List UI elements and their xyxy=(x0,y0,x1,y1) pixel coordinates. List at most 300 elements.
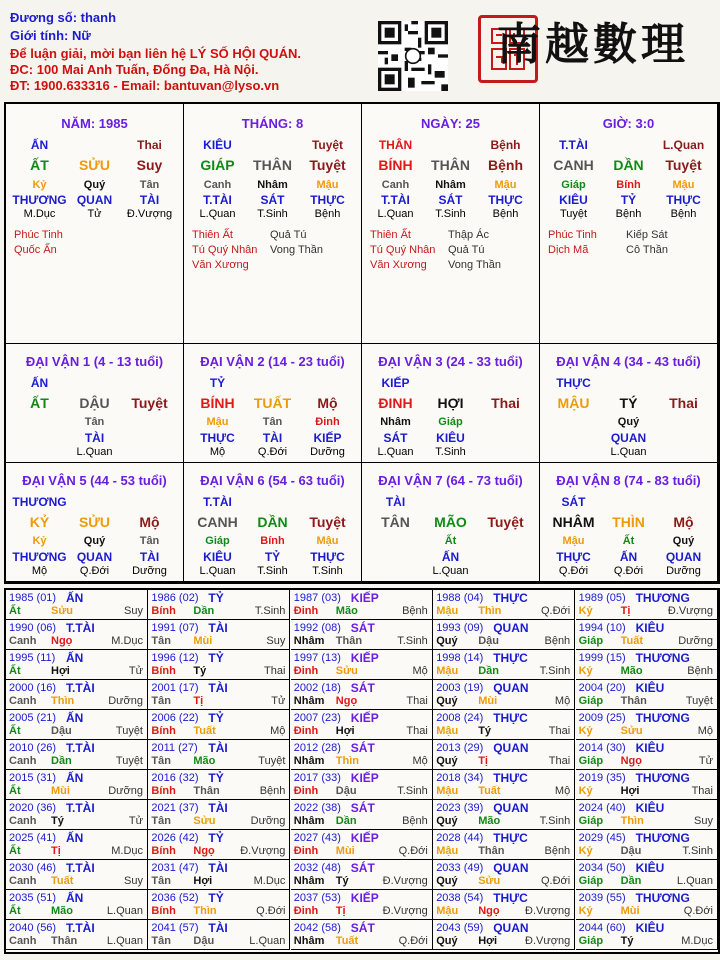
earthly-branch: Dần xyxy=(478,665,499,677)
earthly-branch: Thìn xyxy=(335,755,360,767)
earthly-branch: Tị xyxy=(335,905,346,917)
pillar-r2-item: TÝ xyxy=(619,395,638,411)
pillar-r2-row xyxy=(190,514,355,530)
life-stage: Tuyệt xyxy=(258,755,286,767)
year-label: 2012 (28) xyxy=(293,742,341,754)
year-cell xyxy=(433,590,575,620)
pillar-r1-row xyxy=(368,138,533,152)
ten-god-label: ẤN xyxy=(66,651,84,665)
year-label: 2039 (55) xyxy=(578,892,626,904)
earthly-branch: Sửu xyxy=(335,665,358,677)
pillar-r4-item: THỰC xyxy=(200,431,235,445)
heavenly-stem: Quý xyxy=(436,635,458,647)
pillar-r4-item: THỰC xyxy=(310,550,345,564)
ten-god-label: SÁT xyxy=(350,921,375,935)
ten-god-label: THỰC xyxy=(493,771,528,785)
pillar-r4-item: QUAN xyxy=(76,193,113,207)
year-cell xyxy=(291,920,433,950)
pillar-r2-item: TUẤT xyxy=(253,395,292,411)
year-label: 2002 (18) xyxy=(293,682,341,694)
pillar-r2-item: Tuyệt xyxy=(309,157,346,173)
ten-god-label: KIÊU xyxy=(635,801,665,815)
heavenly-stem: Ất xyxy=(9,665,21,677)
pillar-r1-row xyxy=(546,495,711,509)
pillar-r3-item: Bính xyxy=(260,535,285,547)
pillar-r2-item: ĐINH xyxy=(378,395,413,411)
year-cell xyxy=(576,770,718,800)
life-stage: Q.Đới xyxy=(540,875,571,887)
year-cell xyxy=(148,740,290,770)
earthly-branch: Tý xyxy=(51,815,64,827)
year-label: 1987 (03) xyxy=(293,592,341,604)
pillar-r3-item: Bính xyxy=(616,179,641,191)
heavenly-stem: Canh xyxy=(9,755,37,767)
life-stage: Q.Đới xyxy=(256,905,286,917)
heavenly-stem: Ất xyxy=(9,845,21,857)
life-stage: Tử xyxy=(128,815,143,827)
pillar-r1-item: Thai xyxy=(137,138,162,152)
earthly-branch: Hợi xyxy=(620,785,640,797)
earthly-branch: Sửu xyxy=(620,725,643,737)
year-cell xyxy=(6,920,148,950)
heavenly-stem: Quý xyxy=(436,695,458,707)
pillar-r1-item: THỰC xyxy=(556,376,591,390)
pillar-r4-item: QUAN xyxy=(665,550,702,564)
life-stage: Bệnh xyxy=(402,605,428,617)
pillar-r5-row xyxy=(12,446,177,458)
year-cell xyxy=(576,650,718,680)
pillar-r2-row xyxy=(368,395,533,411)
pillar-r2-item: ẤT xyxy=(30,395,49,411)
dai-van-title: ĐẠI VẬN 4 (34 - 43 tuổi) xyxy=(556,354,701,369)
pillar-r5-item xyxy=(546,446,601,458)
pillar-r2-row xyxy=(546,395,711,411)
earthly-branch: Dậu xyxy=(193,935,215,947)
pillar-r4-item: TÀI xyxy=(139,550,160,564)
heavenly-stem: Nhâm xyxy=(293,755,325,767)
pillar-r3-row xyxy=(190,179,355,191)
year-label: 2017 (33) xyxy=(293,772,341,784)
ten-god-label: QUAN xyxy=(493,921,529,935)
pillar-r4-item: THỰC xyxy=(310,193,345,207)
year-label: 2028 (44) xyxy=(436,832,484,844)
year-cell xyxy=(148,920,290,950)
year-cell xyxy=(433,860,575,890)
heavenly-stem: Tân xyxy=(151,695,171,707)
pillar-r1-item xyxy=(122,495,177,509)
pillar-r1-item xyxy=(245,376,300,390)
pillar-r1-item: T.TÀI xyxy=(559,138,588,152)
consult-note: Để luận giải, mời bạn liên hệ LÝ SỐ HỘI QUÁN. xyxy=(10,46,301,61)
year-cell xyxy=(6,860,148,890)
heavenly-stem: Kỷ xyxy=(578,725,593,737)
earthly-branch: Hợi xyxy=(335,725,355,737)
ten-god-label: KIÊU xyxy=(635,621,665,635)
year-label: 1990 (06) xyxy=(9,622,57,634)
dai-van-cell xyxy=(540,344,718,463)
pillar-r4-item: KIÊU xyxy=(559,193,588,207)
pillar-r3-item: Giáp xyxy=(561,179,586,191)
pillar-r4-row xyxy=(368,193,533,207)
pillar-r4-item: THƯƠNG xyxy=(12,550,67,564)
year-label: 2001 (17) xyxy=(151,682,199,694)
year-label: 2043 (59) xyxy=(436,922,484,934)
life-stage: Đ.Vượng xyxy=(382,875,428,887)
heavenly-stem: Đinh xyxy=(293,905,319,917)
pillar-r4-item: TÀI xyxy=(139,193,160,207)
shensha-item xyxy=(92,243,170,258)
pillar-r2-row xyxy=(190,157,355,173)
year-label: 1986 (02) xyxy=(151,592,199,604)
brand-title: 南越數理 xyxy=(497,19,689,70)
shensha-item: Quốc Ấn xyxy=(14,244,57,256)
shensha-item: Phúc Tinh xyxy=(14,229,63,241)
year-cell xyxy=(433,740,575,770)
life-stage: Mộ xyxy=(554,785,571,797)
heavenly-stem: Tân xyxy=(151,935,171,947)
earthly-branch: Mão xyxy=(335,605,358,617)
year-cell xyxy=(576,740,718,770)
pillar-r3-row xyxy=(368,535,533,547)
pillar-r1-item: ẤN xyxy=(30,376,49,390)
pillar-r2-item: Tuyệt xyxy=(665,157,702,173)
pillar-r5-row xyxy=(546,446,711,458)
life-stage: Đ.Vượng xyxy=(382,905,428,917)
life-stage: M.Dục xyxy=(253,875,286,887)
pillar-r3-row xyxy=(546,179,711,191)
pillar-r1-row xyxy=(190,138,355,152)
ten-god-label: THỰC xyxy=(493,831,528,845)
life-stage: Dưỡng xyxy=(678,635,713,647)
year-label: 2026 (42) xyxy=(151,832,199,844)
pillar-r5-item: Tử xyxy=(87,208,102,220)
year-label: 2008 (24) xyxy=(436,712,484,724)
year-cell xyxy=(291,620,433,650)
pillar-r1-item xyxy=(656,376,711,390)
ten-god-label: T.TÀI xyxy=(66,621,95,635)
year-cell xyxy=(291,680,433,710)
pillar-r2-item: Tuyệt xyxy=(131,395,168,411)
ten-god-label: TÀI xyxy=(208,681,228,695)
life-stage: Thai xyxy=(548,755,571,767)
pillar-r5-row xyxy=(190,446,355,458)
year-cell xyxy=(6,680,148,710)
pillar-r2-item: TÂN xyxy=(381,514,410,530)
earthly-branch: Tị xyxy=(193,695,204,707)
earthly-branch: Dậu xyxy=(620,845,642,857)
shensha-list xyxy=(370,228,526,273)
pillar-r1-row xyxy=(12,495,177,509)
heavenly-stem: Canh xyxy=(9,875,37,887)
shensha-item: Dịch Mã xyxy=(548,244,589,256)
year-label: 2037 (53) xyxy=(293,892,341,904)
pillar-r5-item: Q.Đới xyxy=(79,565,110,577)
life-stage: Bệnh xyxy=(544,845,571,857)
life-stage: Mộ xyxy=(412,665,428,677)
ten-god-label: KIÊU xyxy=(635,861,665,875)
pillar-r4-item xyxy=(368,550,423,564)
earthly-branch: Ngọ xyxy=(478,905,500,917)
pillar-r2-item: NHÂM xyxy=(552,514,595,530)
ten-god-label: KIẾP xyxy=(350,591,379,605)
life-stage: L.Quan xyxy=(106,935,143,947)
year-cell xyxy=(148,860,290,890)
pillar-r2-item: DẦN xyxy=(613,157,644,173)
ten-god-label: T.TÀI xyxy=(66,921,95,935)
pillar-r1-item xyxy=(423,376,478,390)
year-label: 2040 (56) xyxy=(9,922,57,934)
year-label: 2032 (48) xyxy=(293,862,341,874)
pillar-r3-row xyxy=(12,535,177,547)
shensha-row xyxy=(370,258,526,273)
address: ĐC: 100 Mai Anh Tuấn, Đống Đa, Hà Nội. xyxy=(10,62,259,77)
pillar-r3-row xyxy=(12,416,177,428)
pillar-r1-item: THƯƠNG xyxy=(12,495,67,509)
pillar-r5-row xyxy=(546,565,711,577)
pillar-r3-row xyxy=(368,416,533,428)
life-stage: Q.Đới xyxy=(398,935,428,947)
pillar-r1-item xyxy=(601,495,656,509)
pillar-r2-item: MÃO xyxy=(434,514,467,530)
earthly-branch: Dần xyxy=(620,875,642,887)
year-label: 2010 (26) xyxy=(9,742,57,754)
year-label: 2041 (57) xyxy=(151,922,199,934)
heavenly-stem: Ất xyxy=(9,605,21,617)
ten-god-label: THƯƠNG xyxy=(635,831,690,845)
pillar-r4-item: T.TÀI xyxy=(203,193,232,207)
heavenly-stem: Giáp xyxy=(578,695,604,707)
pillar-r1-row xyxy=(368,376,533,390)
shensha-item: Văn Xương xyxy=(192,259,249,271)
year-label: 2023 (39) xyxy=(436,802,484,814)
year-cell xyxy=(148,590,290,620)
life-stage: Suy xyxy=(694,815,713,827)
pillar-r4-row xyxy=(190,431,355,445)
year-label: 2009 (25) xyxy=(578,712,626,724)
pillar-r3-row xyxy=(190,416,355,428)
shensha-row xyxy=(192,243,348,258)
pillar-r1-item xyxy=(423,138,478,152)
pillar-r4-item: QUAN xyxy=(76,550,113,564)
pillar-r4-row xyxy=(368,431,533,445)
dai-van-title: ĐẠI VẬN 7 (64 - 73 tuổi) xyxy=(378,473,523,488)
pillar-r1-row xyxy=(190,376,355,390)
heavenly-stem: Tân xyxy=(151,635,171,647)
heavenly-stem: Quý xyxy=(436,935,458,947)
pillar-r3-item: Đinh xyxy=(315,416,340,428)
year-cell xyxy=(148,830,290,860)
life-stage: L.Quan xyxy=(106,905,143,917)
pillar-r5-item: T.Sinh xyxy=(435,208,466,220)
life-stage: M.Dục xyxy=(111,845,143,857)
year-cell xyxy=(433,800,575,830)
dai-van-cell xyxy=(6,344,184,463)
contact: ĐT: 1900.633316 - Email: bantuvan@lyso.vn xyxy=(10,78,280,93)
life-stage: Thai xyxy=(548,725,571,737)
year-cell xyxy=(6,770,148,800)
heavenly-stem: Mậu xyxy=(436,905,459,917)
pillar-r4-item: SÁT xyxy=(383,431,408,445)
dai-van-title: ĐẠI VẬN 5 (44 - 53 tuổi) xyxy=(22,473,167,488)
ten-god-label: TỶ xyxy=(208,651,224,665)
earthly-branch: Mùi xyxy=(620,905,640,917)
earthly-branch: Thân xyxy=(620,695,647,707)
dai-van-title: ĐẠI VẬN 8 (74 - 83 tuổi) xyxy=(556,473,701,488)
year-cell xyxy=(6,830,148,860)
heavenly-stem: Đinh xyxy=(293,605,319,617)
pillar-r4-row xyxy=(12,431,177,445)
pillar-cell xyxy=(184,104,362,344)
pillar-r2-item: ẤT xyxy=(30,157,49,173)
chart-header xyxy=(10,10,301,94)
pillar-r5-row xyxy=(12,565,177,577)
pillar-r3-item: Quý xyxy=(672,535,695,547)
year-label: 2033 (49) xyxy=(436,862,484,874)
pillar-r3-item: Mậu xyxy=(206,416,229,428)
earthly-branch: Hợi xyxy=(478,935,498,947)
pillar-r3-item xyxy=(478,535,533,547)
life-stage: Suy xyxy=(266,635,286,647)
pillar-r2-row xyxy=(546,157,711,173)
earthly-branch: Mão xyxy=(478,815,501,827)
heavenly-stem: Quý xyxy=(436,875,458,887)
year-cell xyxy=(291,650,433,680)
shensha-item: Quả Tú xyxy=(270,229,307,241)
year-label: 1989 (05) xyxy=(578,592,626,604)
year-label: 2034 (50) xyxy=(578,862,626,874)
earthly-branch: Tuất xyxy=(478,785,501,797)
pillar-r5-item: Q.Đới xyxy=(558,565,589,577)
pillar-r3-item: Giáp xyxy=(438,416,463,428)
pillar-r5-item xyxy=(368,565,423,577)
shensha-row xyxy=(192,228,348,243)
life-stage: Thai xyxy=(406,725,428,737)
pillar-r4-row xyxy=(368,550,533,564)
year-label: 2007 (23) xyxy=(293,712,341,724)
year-cell xyxy=(6,710,148,740)
pillar-r2-item: HỢI xyxy=(437,395,464,411)
earthly-branch: Tuất xyxy=(193,725,216,737)
life-stage: Q.Đới xyxy=(683,905,713,917)
heavenly-stem: Tân xyxy=(151,875,171,887)
pillar-r2-item: CANH xyxy=(197,514,238,530)
pillar-r5-item: T.Sinh xyxy=(257,208,288,220)
earthly-branch: Mùi xyxy=(51,785,70,797)
pillar-r2-item: BÍNH xyxy=(200,395,235,411)
pillar-r1-row xyxy=(190,495,355,509)
heavenly-stem: Mậu xyxy=(436,665,459,677)
pillar-r4-item xyxy=(478,550,533,564)
heavenly-stem: Kỷ xyxy=(578,845,593,857)
pillar-r1-item: Tuyệt xyxy=(311,138,344,152)
pillar-r3-item: Ất xyxy=(444,535,457,547)
pillar-title: GIỜ: 3:0 xyxy=(602,116,655,131)
earthly-branch: Tuất xyxy=(620,635,643,647)
pillar-r4-item: ẤN xyxy=(619,550,638,564)
pillar-cell xyxy=(6,104,184,344)
pillar-r4-item: TỶ xyxy=(620,193,637,207)
pillar-r2-row xyxy=(546,514,711,530)
ten-god-label: T.TÀI xyxy=(66,681,95,695)
shensha-item: Tú Quý Nhân xyxy=(370,244,436,256)
pillar-r1-item xyxy=(601,376,656,390)
year-cell xyxy=(291,770,433,800)
pillar-r3-row xyxy=(546,416,711,428)
pillar-r3-item: Quý xyxy=(83,179,106,191)
ten-god-label: ẤN xyxy=(66,831,84,845)
life-stage: M.Dục xyxy=(111,635,143,647)
pillar-r2-item: THÂN xyxy=(253,157,292,173)
pillar-r3-item: Quý xyxy=(617,416,640,428)
shensha-item: Quả Tú xyxy=(448,244,485,256)
earthly-branch: Ngọ xyxy=(51,635,73,647)
pillar-r1-item xyxy=(245,495,300,509)
pillar-cell xyxy=(362,104,540,344)
pillar-r3-item: Tân xyxy=(84,416,105,428)
ten-god-label: ẤN xyxy=(66,591,84,605)
pillar-r5-item: L.Quan xyxy=(199,565,236,577)
shensha-list xyxy=(192,228,348,273)
shensha-item: Tú Quý Nhân xyxy=(192,244,258,256)
pillar-r5-item: L.Quan xyxy=(377,446,414,458)
pillar-r1-item xyxy=(122,376,177,390)
earthly-branch: Mão xyxy=(620,665,643,677)
ten-god-label: ẤN xyxy=(66,711,84,725)
pillar-r3-item: Nhâm xyxy=(257,179,288,191)
life-stage: L.Quan xyxy=(676,875,713,887)
year-cell xyxy=(6,890,148,920)
heavenly-stem: Kỷ xyxy=(578,605,593,617)
life-stage: Đ.Vượng xyxy=(525,935,571,947)
ten-god-label: THƯƠNG xyxy=(635,771,690,785)
pillar-r1-item: ẤN xyxy=(30,138,49,152)
year-label: 1998 (14) xyxy=(436,652,484,664)
heavenly-stem: Kỷ xyxy=(578,785,593,797)
year-cell xyxy=(433,620,575,650)
ten-god-label: THỰC xyxy=(493,591,528,605)
ten-god-label: TỶ xyxy=(208,891,224,905)
pillar-r5-item: Dưỡng xyxy=(310,446,345,458)
pillar-r5-item: T.Sinh xyxy=(257,565,288,577)
pillar-r5-row xyxy=(368,208,533,220)
ten-god-label: KIẾP xyxy=(350,711,379,725)
pillar-r1-item xyxy=(67,376,122,390)
shensha-row xyxy=(14,228,170,243)
year-cell xyxy=(291,740,433,770)
life-stage: Suy xyxy=(124,605,143,617)
shensha-item xyxy=(92,228,170,243)
shensha-item: Văn Xương xyxy=(370,259,427,271)
ten-god-label: TỶ xyxy=(208,711,224,725)
pillar-r4-item: THƯƠNG xyxy=(12,193,67,207)
year-cell xyxy=(433,890,575,920)
year-cell xyxy=(148,650,290,680)
year-label: 2015 (31) xyxy=(9,772,57,784)
year-cell xyxy=(291,860,433,890)
life-stage: T.Sinh xyxy=(539,815,571,827)
pillar-r5-item: L.Quan xyxy=(432,565,469,577)
year-label: 1985 (01) xyxy=(9,592,57,604)
year-label: 1995 (11) xyxy=(9,652,56,664)
pillar-r2-row xyxy=(12,514,177,530)
heavenly-stem: Đinh xyxy=(293,665,319,677)
qr-code-icon[interactable] xyxy=(378,21,448,91)
life-stage: Q.Đới xyxy=(398,845,428,857)
life-stage: Suy xyxy=(124,875,143,887)
life-stage: T.Sinh xyxy=(682,845,713,857)
pillar-r5-item: Q.Đới xyxy=(613,565,644,577)
ten-god-label: KIẾP xyxy=(350,771,379,785)
